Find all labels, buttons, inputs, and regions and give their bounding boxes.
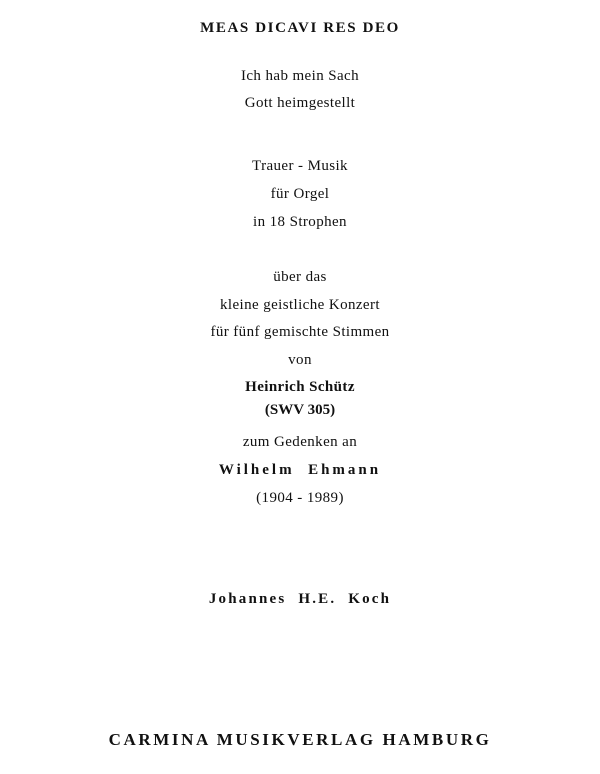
genre-line-2: für Orgel [270,186,330,202]
catalogue-number: (SWV 305) [264,401,336,418]
dedicatee-name: Wilhelm Ehmann [218,462,382,478]
publisher-block [0,730,600,750]
genre-line-3: in 18 Strophen [253,214,347,230]
publisher-name: CARMINA MUSIKVERLAG HAMBURG [108,730,492,749]
page-heading: MEAS DICAVI RES DEO [200,20,400,36]
dedication-line-1: zum Gedenken an [242,434,358,450]
source-line-1: über das [273,269,327,285]
composer-name: Heinrich Schütz [245,379,355,395]
incipit-line-1: Ich hab mein Sach [240,68,359,84]
author-block [0,591,600,608]
source-line-2: kleine geistliche Konzert [220,296,380,313]
genre-line-1: Trauer - Musik [252,158,348,174]
incipit-block [0,63,600,117]
incipit-line-2: Gott heimgestellt [244,95,356,111]
dedication-block [0,428,600,512]
genre-block [0,152,600,236]
source-block [0,264,600,419]
source-line-3: für fünf gemischte Stimmen [210,324,390,340]
source-line-4: von [288,351,312,368]
author-name: Johannes H.E. Koch [208,591,392,607]
dedicatee-dates: (1904 - 1989) [256,490,344,506]
